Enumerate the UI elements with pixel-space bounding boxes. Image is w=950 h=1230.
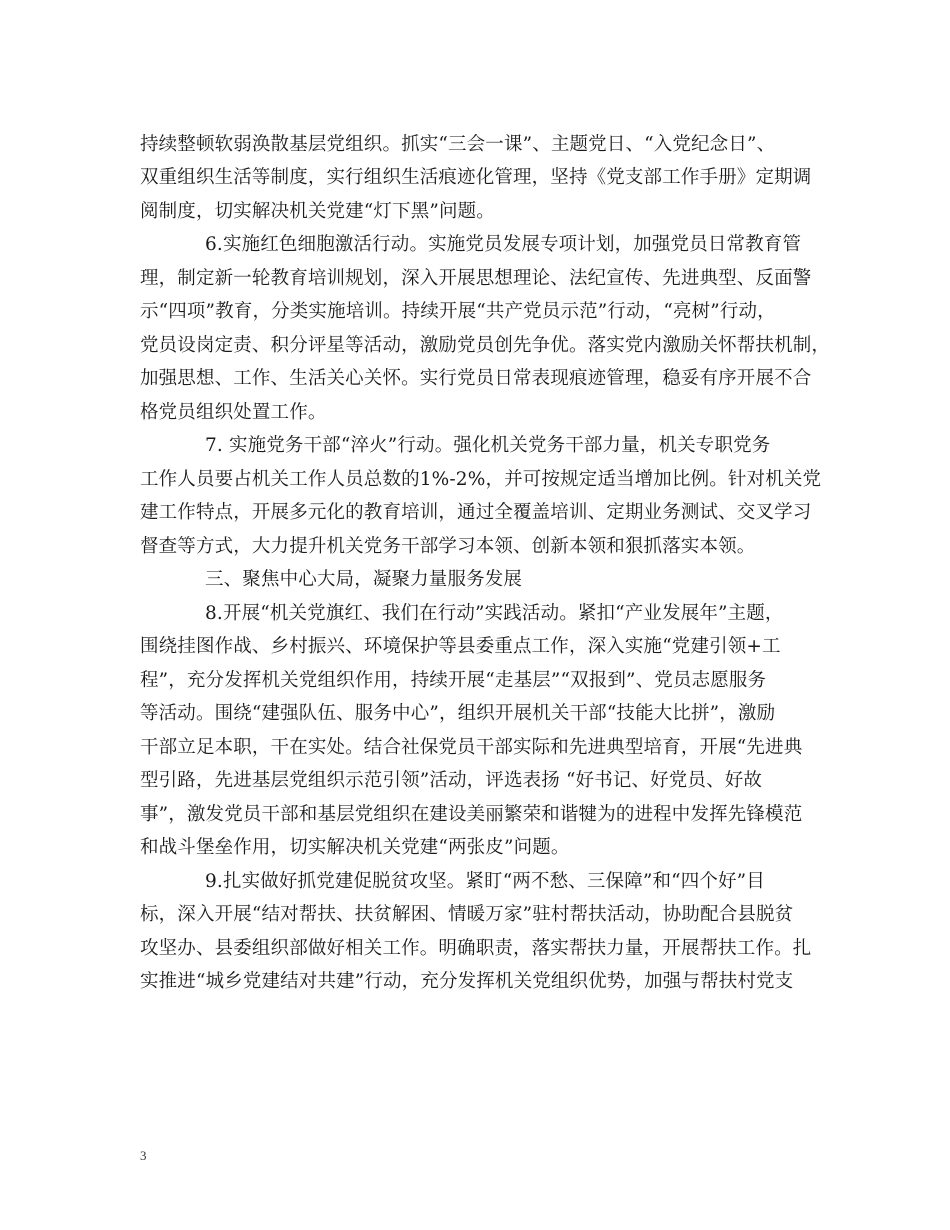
body-text-line: 围绕挂图作战、乡村振兴、环境保护等县委重点工作，深入实施“党建引领+工: [140, 636, 781, 657]
section-heading-3: 三、聚焦中心大局，凝聚力量服务发展: [205, 569, 523, 590]
body-text-line: 实推进“城乡党建结对共建”行动，充分发挥机关党组织优势，加强与帮扶村党支: [140, 971, 794, 992]
body-text-line: 双重组织生活等制度，实行组织生活痕迹化管理，坚持《党支部工作手册》定期调: [140, 167, 812, 188]
body-text-line: 阅制度，切实解决机关党建“灯下黑”问题。: [140, 201, 495, 222]
paragraph-heading-9: 9.扎实做好抓党建促脱贫攻坚。紧盯“两不愁、三保障”和“四个好”目: [205, 871, 765, 892]
body-text-line: 干部立足本职，干在实处。结合社保党员干部实际和先进典型培育，开展“先进典: [140, 737, 803, 758]
page-number: 3: [140, 1148, 147, 1163]
body-text-line: 格党员组织处置工作。: [140, 402, 327, 423]
body-text-line: 理，制定新一轮教育培训规划，深入开展思想理论、法纪宣传、先进典型、反面警: [140, 268, 812, 289]
body-text-line: 党员设岗定责、积分评星等活动，激励党员创先争优。落实党内激励关怀帮扶机制，: [140, 335, 831, 356]
body-text-line: 等活动。围绕“建强队伍、服务中心”，组织开展机关干部“技能大比拼”，激励: [140, 703, 776, 724]
body-text-line: 标，深入开展“结对帮扶、扶贫解困、情暖万家”驻村帮扶活动，协助配合县脱贫: [140, 904, 794, 925]
body-text-line: 和战斗堡垒作用，切实解决机关党建“两张皮”问题。: [140, 837, 570, 858]
body-text-line: 工作人员要占机关工作人员总数的1%-2%，并可按规定适当增加比例。针对机关党: [140, 469, 822, 490]
body-text-line: 事”，激发党员干部和基层党组织在建设美丽繁荣和谐犍为的进程中发挥先锋模范: [140, 804, 803, 825]
paragraph-heading-7: 7. 实施党务干部“淬火”行动。强化机关党务干部力量，机关专职党务: [205, 435, 771, 456]
paragraph-heading-8: 8.开展“机关党旗红、我们在行动”实践活动。紧扣“产业发展年”主题，: [205, 603, 784, 624]
body-text-line: 示“四项”教育，分类实施培训。持续开展“共产党员示范”行动，“亮树”行动，: [140, 301, 776, 322]
body-text-line: 加强思想、工作、生活关心关怀。实行党员日常表现痕迹管理，稳妥有序开展不合: [140, 368, 812, 389]
body-text-line: 督查等方式，大力提升机关党务干部学习本领、创新本领和狠抓落实本领。: [140, 536, 756, 557]
body-text-line: 建工作特点，开展多元化的教育培训，通过全覆盖培训、定期业务测试、交叉学习: [140, 502, 812, 523]
body-text-line: 程”，充分发挥机关党组织作用，持续开展“走基层”“双报到”、党员志愿服务: [140, 670, 767, 691]
body-text-line: 持续整顿软弱涣散基层党组织。抓实“三会一课”、主题党日、“入党纪念日”、: [140, 134, 776, 155]
paragraph-heading-6: 6.实施红色细胞激活行动。实施党员发展专项计划，加强党员日常教育管: [205, 234, 802, 255]
body-text-line: 攻坚办、县委组织部做好相关工作。明确职责，落实帮扶力量，开展帮扶工作。扎: [140, 938, 812, 959]
body-text-line: 型引路，先进基层党组织示范引领”活动，评选表扬 “好书记、好党员、好故: [140, 770, 763, 791]
